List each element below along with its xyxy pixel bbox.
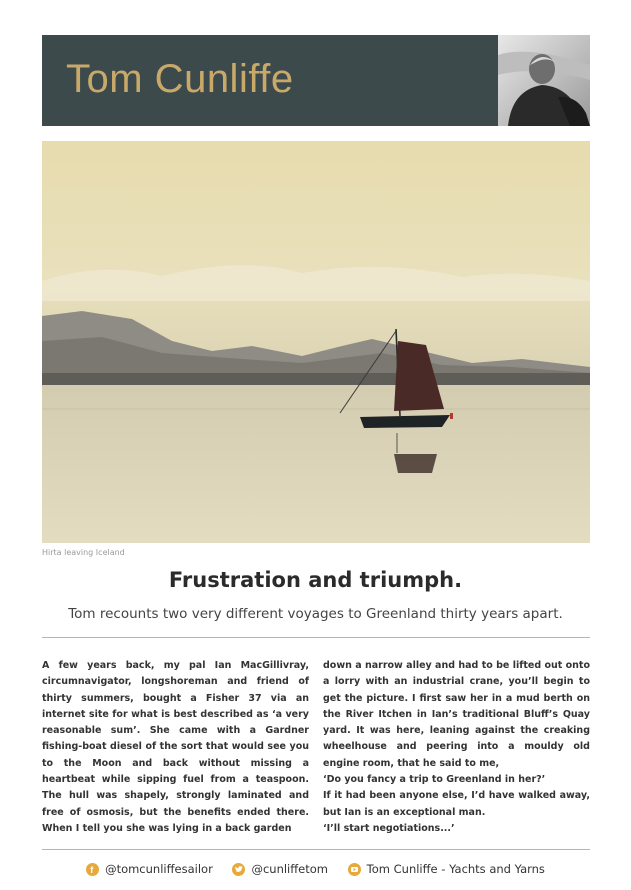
paragraph: down a narrow alley and had to be lifted out onto a lorry with an industrial crane, you’ll begin to get the picture. I first saw her in a mud berth on the River Itchen in Ian’s traditional Bluff’s Quay yard. It was here, leaning against the creaking wheelhouse and peering into a mouldy old engine room, that he said to me, (323, 660, 590, 769)
paragraph: If it had been anyone else, I’d have walked away, but Ian is an exceptional man. (323, 790, 590, 818)
article-subtitle: Tom recounts two very different voyages to Greenland thirty years apart. (68, 606, 563, 622)
author-portrait (498, 35, 590, 126)
article-title: Frustration and triumph. (168, 568, 463, 592)
social-footer (0, 862, 631, 879)
boat-photo (42, 141, 590, 543)
header-band (42, 35, 590, 126)
facebook-handle: @tomcunliffesailor (105, 862, 213, 876)
divider-bottom (42, 849, 590, 850)
paragraph: ‘I’ll start negotiations...’ (323, 822, 455, 834)
article-column-right (323, 658, 590, 837)
youtube-channel: Tom Cunliffe - Yachts and Yarns (366, 862, 545, 876)
paragraph: ‘Do you fancy a trip to Greenland in her?’ (323, 774, 546, 786)
youtube-icon (348, 863, 361, 876)
page-title: Tom Cunliffe (66, 57, 294, 101)
svg-text:f: f (90, 864, 94, 875)
facebook-link[interactable] (86, 862, 213, 876)
facebook-icon (86, 863, 99, 876)
photo-caption: Hirta leaving Iceland (42, 548, 125, 557)
youtube-link[interactable] (348, 862, 545, 876)
divider-top (42, 637, 590, 638)
twitter-icon (232, 863, 245, 876)
twitter-link[interactable] (232, 862, 328, 876)
paragraph: A few years back, my pal Ian MacGillivray, circumnavigator, longshoreman and friend of thirty summers, bought a Fisher 37 via an internet site for what is best described as ‘a very reasonable sum’. She came with a Gardner fishing-boat diesel of the sort that would see you to the Moon and back without missing a heartbeat while sipping fuel from a teaspoon. The hull was shapely, strongly laminated and free of osmosis, but the benefits ended there. When I tell you she was lying in a back garden (42, 660, 309, 834)
twitter-handle: @cunliffetom (251, 862, 328, 876)
article-column-left (42, 658, 309, 837)
